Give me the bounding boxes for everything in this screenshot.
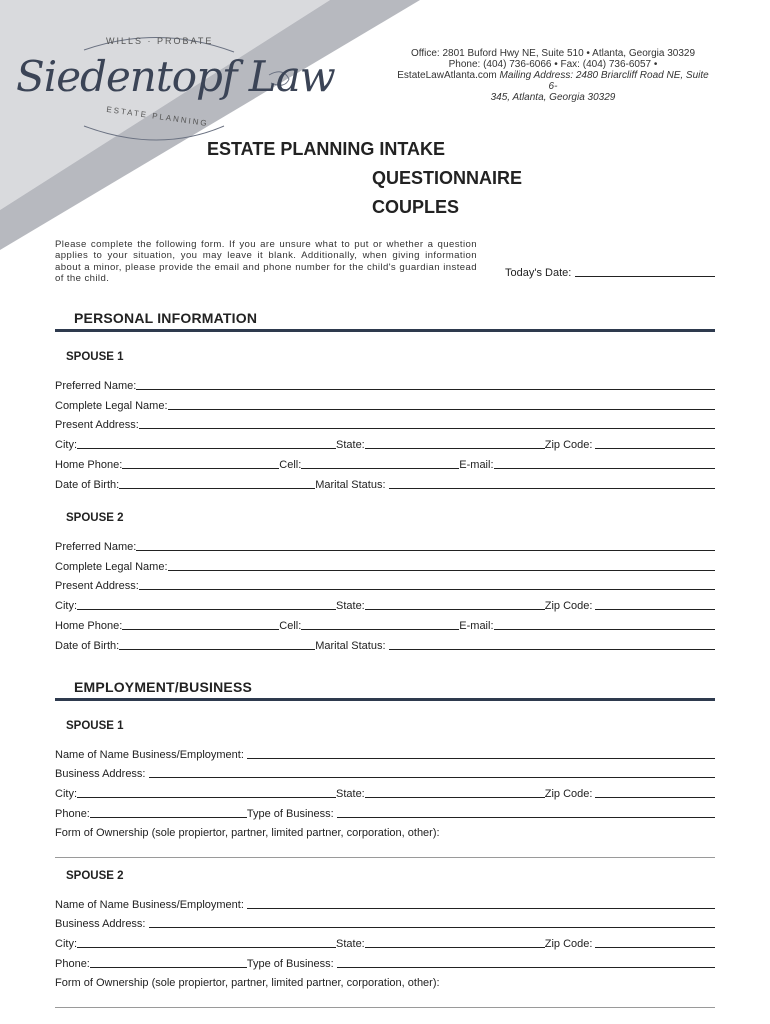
emp1-phone-row [55,806,715,820]
emp2-ownership-input[interactable] [55,1007,715,1008]
emp2-phone-row [55,956,715,970]
spouse1-address-row [55,417,715,431]
emp1-phone-input[interactable] [90,807,247,818]
employment-spouse-1-heading: SPOUSE 1 [66,720,124,732]
spouse2-city-input[interactable] [77,599,336,610]
emp2-zip-input[interactable] [595,937,715,948]
contact-info [393,48,713,103]
emp2-type-input[interactable] [337,957,715,968]
emp1-business-address-input[interactable] [149,767,716,778]
phone-label: Phone: [55,958,90,970]
employment-spouse-2-heading: SPOUSE 2 [66,870,124,882]
contact-mailing: Mailing Address: 2480 Briarcliff Road NE, Suite 6- [499,70,709,92]
logo-wordmark: Siedentopf Law [16,52,335,101]
legal-name-label: Complete Legal Name: [55,400,168,412]
marital-label: Marital Status: [315,640,386,652]
personal-spouse-2-heading: SPOUSE 2 [66,512,124,524]
spouse1-preferred-row [55,378,715,392]
emp2-phone-input[interactable] [90,957,247,968]
emp1-city-row [55,786,715,800]
emp1-ownership-label: Form of Ownership (sole propiertor, partner, limited partner, corporation, other): [55,827,440,839]
spouse2-address-input[interactable] [139,579,715,590]
legal-name-label: Complete Legal Name: [55,561,168,573]
state-label: State: [336,439,365,451]
emp2-state-input[interactable] [365,937,545,948]
spouse1-cell-input[interactable] [301,458,459,469]
spouse2-phone-row [55,618,715,632]
emp1-business-name-row [55,747,715,761]
spouse2-dob-input[interactable] [119,639,315,650]
zip-label: Zip Code: [544,439,593,451]
address-label: Present Address: [55,580,139,592]
spouse1-legal-name-input[interactable] [168,399,715,410]
spouse2-legal-name-input[interactable] [168,560,715,571]
home-phone-label: Home Phone: [55,620,123,632]
contact-phone: Phone: (404) 736-6066 • Fax: (404) 736-6057 • [448,59,658,70]
emp1-business-name-input[interactable] [247,748,715,759]
section-rule [55,698,715,701]
spouse2-preferred-name-input[interactable] [136,540,715,551]
preferred-name-label: Preferred Name: [55,541,137,553]
spouse1-email-input[interactable] [494,458,715,469]
spouse1-city-row [55,437,715,451]
section-rule [55,329,715,332]
type-label: Type of Business: [246,808,334,820]
title-line-2: QUESTIONNAIRE [372,168,523,188]
city-label: City: [55,938,77,950]
cell-label: Cell: [279,459,302,471]
spouse2-email-input[interactable] [494,619,715,630]
spouse1-state-input[interactable] [365,438,545,449]
zip-label: Zip Code: [544,600,593,612]
spouse1-city-input[interactable] [77,438,336,449]
home-phone-label: Home Phone: [55,459,123,471]
zip-label: Zip Code: [544,788,593,800]
type-label: Type of Business: [246,958,334,970]
spouse2-preferred-row [55,539,715,553]
spouse1-home-phone-input[interactable] [122,458,279,469]
city-label: City: [55,600,77,612]
spouse2-marital-input[interactable] [389,639,715,650]
city-label: City: [55,788,77,800]
logo-top-text: WILLS · PROBATE [106,36,214,46]
emp2-business-name-row [55,897,715,911]
city-label: City: [55,439,77,451]
spouse1-dob-row [55,477,715,491]
dob-label: Date of Birth: [55,479,120,491]
intro-text: Please complete the following form. If you are unsure what to put or whether a question applies to your situation, you may leave it blank. Additionally, when giving information about a minor, please provide the email and phone number for the child's guardian instead of the child. [55,239,477,284]
emp2-ownership-label: Form of Ownership (sole propiertor, partner, limited partner, corporation, other): [55,977,440,989]
title-line-3: COUPLES [372,197,460,217]
emp1-business-address-row [55,766,715,780]
emp2-city-input[interactable] [77,937,336,948]
address-label: Present Address: [55,419,139,431]
state-label: State: [336,600,365,612]
emp2-city-row [55,936,715,950]
spouse2-city-row [55,598,715,612]
spouse2-zip-input[interactable] [595,599,715,610]
spouse1-phone-row [55,457,715,471]
email-label: E-mail: [459,620,494,632]
emp1-zip-input[interactable] [595,787,715,798]
business-address-label: Business Address: [55,918,146,930]
business-name-label: Name of Name Business/Employment: [55,749,244,761]
emp1-city-input[interactable] [77,787,336,798]
todays-date-label: Today's Date: [505,267,572,279]
todays-date-input[interactable] [575,266,715,277]
dob-label: Date of Birth: [55,640,120,652]
zip-label: Zip Code: [544,938,593,950]
spouse2-home-phone-input[interactable] [122,619,279,630]
spouse1-zip-input[interactable] [595,438,715,449]
emp2-business-address-input[interactable] [149,917,716,928]
emp2-business-name-input[interactable] [247,898,715,909]
spouse1-address-input[interactable] [139,418,715,429]
firm-logo [14,30,335,150]
cell-label: Cell: [279,620,302,632]
contact-website: EstateLawAtlanta.com [397,70,497,81]
spouse2-dob-row [55,638,715,652]
state-label: State: [336,788,365,800]
spouse2-cell-input[interactable] [301,619,459,630]
personal-spouse-1-heading: SPOUSE 1 [66,351,124,363]
spouse1-preferred-name-input[interactable] [136,379,715,390]
state-label: State: [336,938,365,950]
section-employment-business: EMPLOYMENT/BUSINESS [74,679,253,695]
contact-office: Office: 2801 Buford Hwy NE, Suite 510 • Atlanta, Georgia 30329 [410,48,696,59]
todays-date-field [505,266,715,279]
spouse2-state-input[interactable] [365,599,545,610]
title-line-1: ESTATE PLANNING INTAKE [207,139,445,159]
spouse1-marital-input[interactable] [389,478,715,489]
emp2-business-address-row [55,916,715,930]
section-personal-information: PERSONAL INFORMATION [74,310,258,326]
spouse2-legal-row [55,559,715,573]
phone-label: Phone: [55,808,90,820]
spouse1-legal-row [55,398,715,412]
logo-bottom-text: ESTATE PLANNING [105,104,210,129]
preferred-name-label: Preferred Name: [55,380,137,392]
marital-label: Marital Status: [315,479,386,491]
emp1-type-input[interactable] [337,807,715,818]
emp1-ownership-input[interactable] [55,857,715,858]
spouse2-address-row [55,578,715,592]
emp1-state-input[interactable] [365,787,545,798]
spouse1-dob-input[interactable] [119,478,315,489]
business-name-label: Name of Name Business/Employment: [55,899,244,911]
business-address-label: Business Address: [55,768,146,780]
contact-mailing-cont: 345, Atlanta, Georgia 30329 [490,92,616,103]
email-label: E-mail: [459,459,494,471]
